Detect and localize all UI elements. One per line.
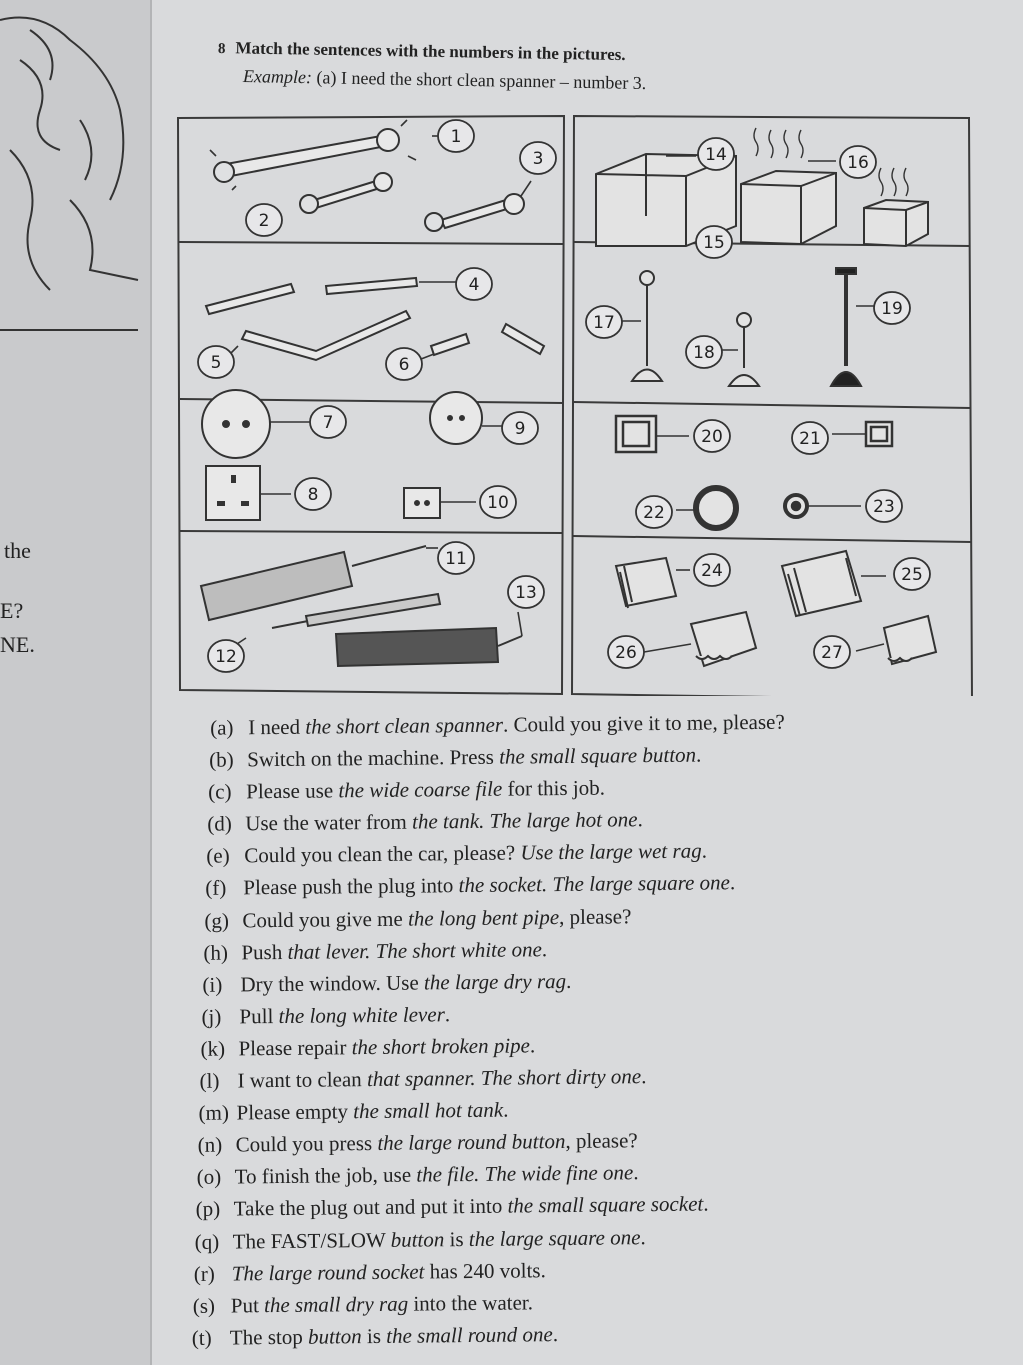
sentence-italic-phrase: the large round button [377, 1129, 566, 1156]
sentence-text: , please? [558, 903, 632, 929]
sentence-text: . [701, 838, 707, 863]
sentence-text: Please repair [238, 1035, 352, 1061]
exercise-heading [218, 38, 626, 65]
sockets-illustration [202, 390, 482, 520]
exercise-instruction: Match the sentences with the numbers in the pictures. [235, 38, 626, 65]
sentence-text: . [565, 968, 572, 993]
sentence-italic-phrase: the file. The wide fine one [416, 1160, 634, 1187]
sentence-italic-phrase: the small hot tank [353, 1097, 504, 1124]
sentence-text: . [633, 1160, 639, 1185]
picture-number-13: 13 [515, 583, 537, 603]
sentence-text: Please empty [236, 1099, 354, 1125]
sentence-text: I need [248, 714, 306, 740]
picture-number-9: 9 [514, 419, 526, 439]
picture-number-14: 14 [705, 145, 727, 165]
sentence-text: . [729, 870, 736, 895]
facing-page-illustration [0, 0, 140, 350]
exercise-number: 8 [217, 41, 226, 58]
sentence-text: . [695, 742, 702, 767]
picture-number-11: 11 [445, 549, 467, 569]
picture-number-7: 7 [322, 413, 334, 433]
sentence-italic-phrase: The large round socket [231, 1259, 425, 1286]
sentence-label: (c) [208, 779, 232, 804]
sentence-italic-phrase: the short clean spanner [305, 712, 504, 739]
sentence-label: (a) [210, 715, 234, 740]
picture-number-16: 16 [847, 153, 869, 173]
sentence-text: Could you press [235, 1131, 378, 1157]
sentence-italic-phrase: the small dry rag [263, 1291, 409, 1317]
sentence-text: Dry the window. Use [240, 970, 425, 997]
sentence-label: (k) [200, 1036, 226, 1061]
picture-number-1: 1 [450, 127, 462, 147]
sentence-italic-phrase: button [390, 1226, 445, 1252]
sentence-label: (p) [195, 1197, 221, 1222]
sentence-text: The stop [229, 1324, 309, 1350]
sentence-text: The FAST/SLOW [232, 1227, 391, 1253]
sentence-text: . [541, 936, 548, 961]
sentence-text: Push [241, 939, 288, 965]
sentence-italic-phrase: the short broken pipe [351, 1033, 531, 1060]
sentence-italic-phrase: that spanner. The short dirty one [366, 1064, 642, 1092]
facing-page [0, 0, 152, 1365]
sentence-label: (m) [198, 1100, 230, 1125]
sentence-italic-phrase: the tank. The large hot one [411, 807, 638, 834]
picture-number-8: 8 [307, 485, 319, 505]
picture-number-20: 20 [701, 427, 723, 447]
example-text: (a) I need the short clean spanner – number 3. [316, 67, 647, 94]
example-label: Example: [242, 66, 313, 88]
sentence-italic-phrase: the socket. The large square one [458, 870, 731, 898]
sentence-italic-phrase: the small round one [386, 1321, 553, 1348]
sentence-text: has 240 volts. [424, 1257, 546, 1284]
sentence-italic-phrase: the long bent pipe [407, 904, 560, 931]
levers-illustration [632, 268, 861, 386]
sentence-label: (s) [192, 1293, 216, 1318]
sentence-text: Please push the plug into [243, 873, 459, 900]
sentence-text: Could you clean the car, please? [244, 840, 521, 868]
sentence-italic-phrase: the wide coarse file [338, 776, 503, 803]
sentence-text: . [703, 1191, 709, 1216]
sentence-text: . Could you give it to me, please? [502, 709, 785, 737]
picture-number-21: 21 [799, 429, 821, 449]
picture-number-19: 19 [881, 299, 903, 319]
picture-number-24: 24 [701, 561, 723, 581]
sentence-text: is [361, 1323, 387, 1348]
sentence-italic-phrase: Use the large wet rag [520, 838, 702, 865]
sentence-label: (r) [193, 1261, 215, 1286]
sentence-label: (n) [197, 1132, 223, 1158]
sentence-label: (i) [202, 972, 223, 997]
sentence-label: (f) [205, 876, 227, 901]
picture-number-4: 4 [468, 275, 480, 295]
files-illustration [201, 546, 522, 666]
sentence-text: Use the water from [245, 809, 413, 836]
sentence-text: . [444, 1002, 451, 1027]
picture-number-2: 2 [258, 211, 270, 231]
sentence-text: To finish the job, use [234, 1162, 417, 1189]
tanks-illustration [596, 154, 928, 246]
sentence-label: (j) [201, 1004, 222, 1029]
facing-page-word-1: the [4, 538, 31, 563]
picture-number-5: 5 [210, 353, 222, 373]
sentence-text: is [444, 1226, 469, 1251]
sentence-text: . [529, 1033, 536, 1058]
sentence-text: . [502, 1097, 509, 1122]
picture-number-26: 26 [615, 643, 637, 663]
sentence-text: . [641, 1064, 647, 1089]
sentence-text: Please use [246, 778, 339, 804]
picture-grid [176, 96, 976, 696]
sentence-text: Switch on the machine. Press [247, 744, 500, 772]
sentence-text: Pull [239, 1003, 279, 1029]
pipes-illustration [206, 278, 544, 360]
sentence-text: . [640, 1224, 646, 1249]
sentence-label: (g) [204, 908, 229, 933]
sentence-label: (h) [203, 940, 229, 965]
sentence-italic-phrase: that lever. The short white one [287, 936, 542, 964]
picture-number-23: 23 [873, 497, 895, 517]
sentence-label: (d) [207, 811, 232, 837]
picture-number-27: 27 [821, 643, 843, 663]
sentence-text: , please? [565, 1128, 638, 1154]
sentence-label: (l) [199, 1068, 220, 1093]
sentence-text: . [552, 1321, 559, 1346]
sentence-text: for this job. [502, 775, 606, 801]
sentence-italic-phrase: the long white lever [278, 1002, 445, 1028]
picture-number-10: 10 [487, 493, 509, 513]
picture-number-6: 6 [398, 355, 410, 375]
picture-number-15: 15 [703, 233, 725, 253]
sentence-label: (e) [206, 843, 230, 869]
sentence-text: Could you give me [242, 906, 409, 932]
facing-page-word-3: NE. [0, 632, 35, 657]
sentence-text: Take the plug out and put it into [233, 1194, 508, 1221]
sentence-italic-phrase: the small square button [499, 742, 697, 769]
sentence-list [182, 704, 989, 1354]
sentence-italic-phrase: the small square socket [507, 1191, 704, 1219]
sentence-text: . [637, 807, 643, 832]
sentence-label: (q) [194, 1229, 220, 1254]
sentence-label: (t) [191, 1325, 212, 1350]
sentence-text: into the water. [408, 1290, 534, 1316]
sentence-text: Put [230, 1292, 265, 1318]
facing-page-word-2: E? [0, 598, 24, 623]
sentence-label: (o) [196, 1164, 222, 1190]
sentence-italic-phrase: button [307, 1323, 362, 1349]
sentence-italic-phrase: the large square one [468, 1224, 641, 1251]
sentence-italic-phrase: the large dry rag [423, 968, 567, 995]
picture-number-12: 12 [215, 647, 237, 667]
sentence-text: I want to clean [237, 1067, 368, 1093]
picture-number-3: 3 [532, 149, 544, 169]
picture-number-25: 25 [901, 565, 923, 585]
sentence-label: (b) [209, 747, 234, 772]
picture-number-17: 17 [593, 313, 615, 333]
picture-number-22: 22 [643, 503, 665, 523]
picture-number-18: 18 [693, 343, 715, 363]
example-line [243, 66, 647, 94]
